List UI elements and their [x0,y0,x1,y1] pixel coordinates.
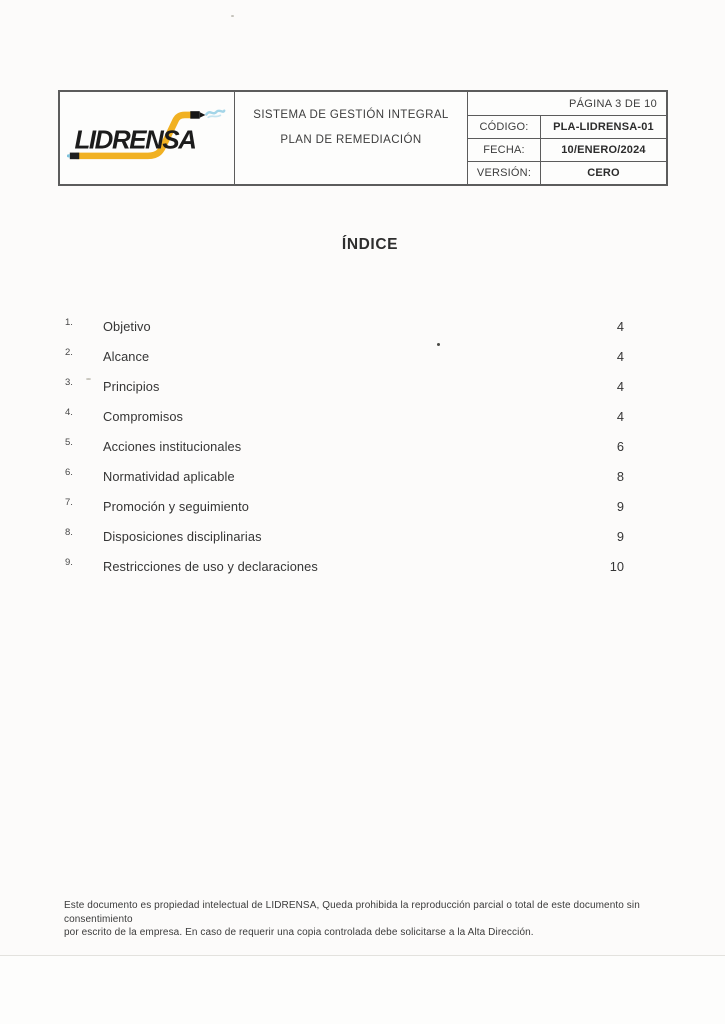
footer-line-2: por escrito de la empresa. En caso de requerir una copia controlada debe solicitarse a la Alta Dirección. [64,927,534,938]
index-number: 2. [65,347,73,358]
index-page-number: 9 [616,498,624,514]
footer-line-1: Este documento es propiedad intelectual de LIDRENSA, Queda prohibida la reproducción parcial o total de este documento sin consentimiento [64,900,640,925]
document-title-cell [235,92,468,184]
index-label: Acciones institucionales [103,438,242,454]
logo-wordmark: LIDRENSA [74,126,196,155]
index-row [58,311,624,341]
meta-row [468,138,666,161]
index-label: Alcance [103,348,150,364]
system-title: SISTEMA DE GESTIÓN INTEGRAL [253,109,449,121]
index-number: 9. [65,557,73,568]
index-number: 5. [65,437,73,448]
index-page-number: 10 [609,558,624,574]
footer-confidentiality-note [64,899,668,940]
index-page-number: 4 [616,348,624,364]
meta-value: PLA-LIDRENSA-01 [553,121,654,133]
index-list [58,311,624,581]
page-indicator: PÁGINA 3 DE 10 [569,97,657,110]
index-page-number: 8 [616,468,624,484]
meta-row-pagina [468,92,666,115]
index-label: Promoción y seguimiento [103,498,249,514]
meta-cell [468,92,666,184]
meta-label: CÓDIGO: [468,116,541,138]
index-label: Normatividad aplicable [103,468,235,484]
meta-row [468,115,666,138]
index-row [58,551,624,581]
index-row [58,371,624,401]
index-page-number: 9 [616,528,624,544]
meta-rows [468,115,666,184]
index-number: 4. [65,407,73,418]
index-row [58,341,624,371]
scan-edge-line [0,955,725,1024]
index-number: 8. [65,527,73,538]
index-page-number: 6 [616,438,624,454]
index-row [58,401,624,431]
meta-label: FECHA: [468,139,541,161]
index-number: 3. [65,377,73,388]
document-title: PLAN DE REMEDIACIÓN [280,134,422,146]
index-number: 1. [65,317,73,328]
header-table [58,90,668,186]
index-label: Compromisos [103,408,184,424]
nozzle-icon [190,111,205,119]
index-row [58,491,624,521]
index-row [58,431,624,461]
meta-value: 10/ENERO/2024 [561,144,646,156]
index-label: Objetivo [103,318,151,334]
index-number: 7. [65,497,73,508]
index-page-number: 4 [616,318,624,334]
index-number: 6. [65,467,73,478]
index-label: Restricciones de uso y declaraciones [103,558,318,574]
index-title: ÍNDICE [341,236,399,253]
water-spray-icon [206,111,224,118]
meta-value: CERO [587,167,620,179]
meta-label: VERSIÓN: [468,162,541,184]
scan-speck [231,15,234,17]
logo-cell [60,92,235,184]
index-page-number: 4 [616,378,624,394]
index-label: Disposiciones disciplinarias [103,528,262,544]
index-page-number: 4 [616,408,624,424]
index-label: Principios [103,378,160,394]
lidrensa-logo [67,106,227,170]
index-row [58,461,624,491]
meta-row [468,161,666,184]
index-row [58,521,624,551]
